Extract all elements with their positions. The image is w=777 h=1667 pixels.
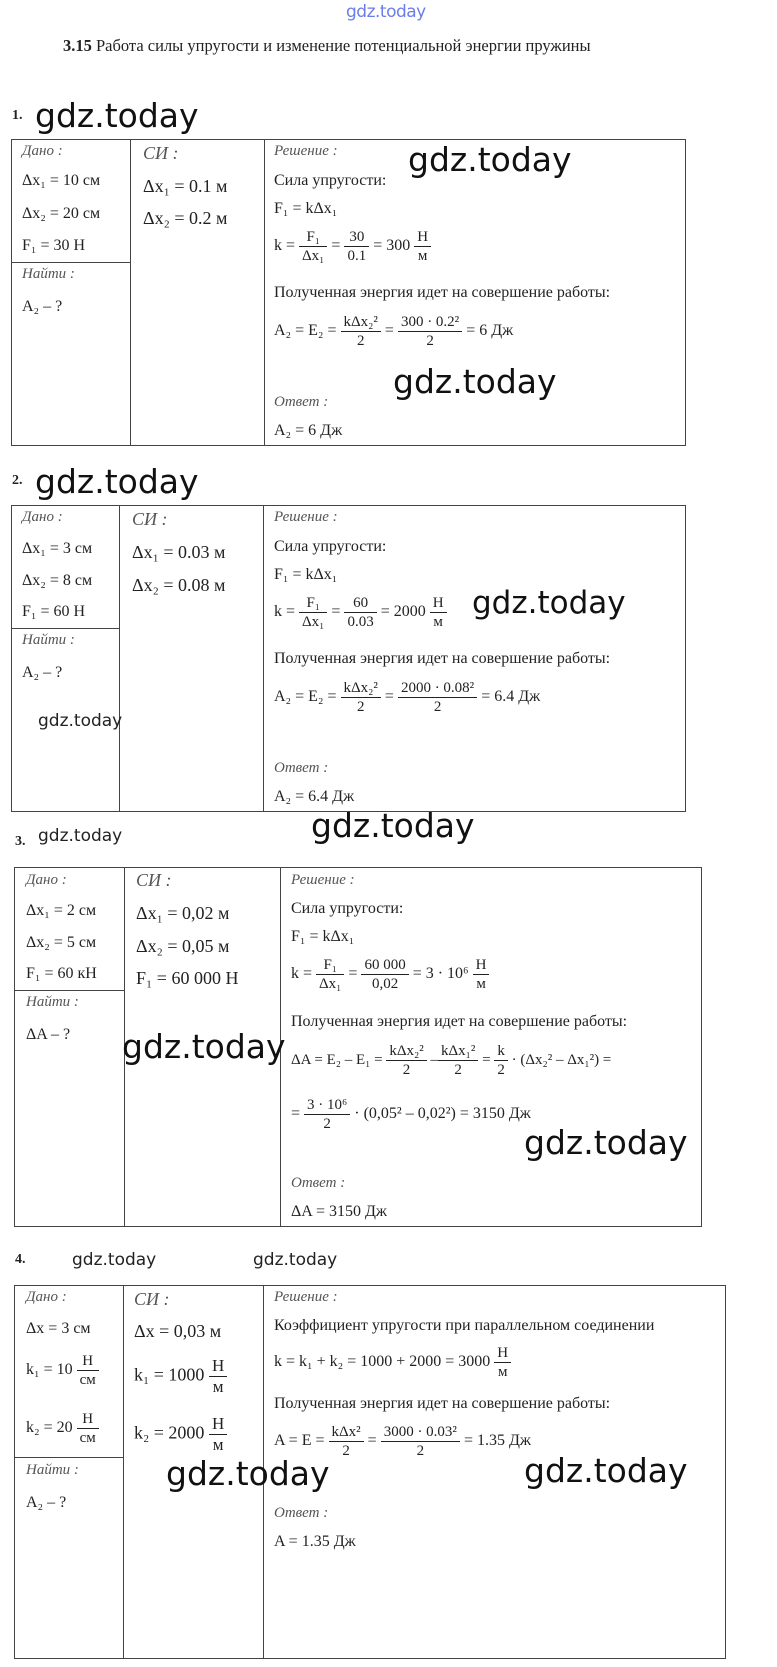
- solution-label: Решение :: [274, 1289, 338, 1305]
- si-label: СИ :: [132, 509, 168, 529]
- solution-label: Решение :: [291, 872, 355, 888]
- unit-num: Н: [77, 1410, 99, 1429]
- watermark: gdz.today: [408, 140, 572, 179]
- find-label: Найти :: [22, 632, 75, 648]
- given-item: F₁ = 60 Н: [22, 603, 86, 620]
- unit-num: Н: [473, 956, 490, 975]
- unit-den: м: [433, 614, 443, 630]
- divider: [130, 139, 131, 445]
- unit-num: Н: [414, 228, 431, 247]
- given-label: Дано :: [26, 872, 67, 888]
- unit-num: Н: [209, 1414, 227, 1435]
- watermark: gdz.today: [393, 362, 557, 401]
- given-item: F₁ = 30 Н: [22, 237, 86, 254]
- watermark: gdz.today: [35, 462, 199, 501]
- find-item: ΔA – ?: [26, 1026, 71, 1043]
- formula-value: k = k₁ + k₂ = 1000 + 2000 = 3000: [274, 1353, 491, 1371]
- formula: F₁ = kΔx₁: [274, 566, 338, 583]
- unit-den: см: [79, 1372, 96, 1388]
- frac-num: kΔx₂²: [341, 679, 381, 698]
- frac-den: 2: [356, 333, 365, 349]
- frac-den: 0,02: [371, 976, 399, 992]
- si-label: СИ :: [136, 870, 172, 890]
- formula: F₁ = kΔx₁: [274, 200, 338, 217]
- si-label: СИ :: [143, 143, 179, 163]
- find-label: Найти :: [26, 1462, 79, 1478]
- frac-den: 2: [454, 1062, 462, 1078]
- given-item: Δx₂ = 20 см: [22, 205, 101, 222]
- watermark: gdz.today: [472, 585, 626, 621]
- problem-number: 2.: [12, 473, 23, 488]
- lhs: A₂ = E₂ =: [274, 688, 337, 706]
- frac-den: 0.1: [347, 248, 367, 264]
- unit-num: Н: [494, 1344, 511, 1363]
- solution-label: Решение :: [274, 509, 338, 525]
- solution-label: Решение :: [274, 143, 338, 159]
- given-item: [26, 1410, 99, 1447]
- frac-num: F₁: [316, 956, 344, 975]
- problem-number: 4.: [15, 1252, 26, 1267]
- formula-a: A₂ = E₂ = $\frac{\text{kΔx₂²}}{2}$ = $\frac{\text{2000 · 0.08²}}{2}$ = 6.4 Дж: [274, 680, 541, 715]
- unit-den: м: [476, 976, 486, 992]
- si-item: F₁ = 60 000 Н: [136, 968, 239, 988]
- divider: [263, 505, 264, 811]
- watermark: gdz.today: [72, 1250, 157, 1270]
- frac-den: 2: [356, 699, 365, 715]
- frac-den: 2: [426, 333, 434, 349]
- page-title: [63, 36, 591, 56]
- result: = 3 · 10⁶: [412, 965, 469, 983]
- formula-a: A₂ = E₂ = $\frac{\text{kΔx₂²}}{2}$ = $\frac{\text{300 · 0.2²}}{2}$ = 6 Дж: [274, 314, 514, 349]
- lhs: A₂ = E₂ =: [274, 322, 337, 340]
- frac-num: F₁: [299, 228, 327, 247]
- unit-den: м: [497, 1364, 508, 1380]
- si-item: Δx₁ = 0.1 м: [143, 176, 228, 196]
- si-item: Δx = 0,03 м: [134, 1321, 222, 1341]
- frac-num: kΔx²: [329, 1423, 364, 1442]
- answer-label: Ответ :: [274, 760, 329, 776]
- frac-num: kΔx₂²: [386, 1042, 426, 1061]
- top-watermark: gdz.today: [346, 2, 426, 22]
- watermark: gdz.today: [524, 1451, 688, 1490]
- answer: A₂ = 6 Дж: [274, 422, 343, 439]
- solution-text: Полученная энергия идет на совершение работы:: [291, 1013, 628, 1030]
- formula-a: A = E = $\frac{\text{kΔx²}}{2}$ = $\frac{\text{3000 · 0.03²}}{2}$ = 1.35 Дж: [274, 1424, 531, 1459]
- given-value: k₁ = 10: [26, 1361, 73, 1379]
- si-item: Δx₁ = 0.03 м: [132, 542, 226, 562]
- find-item: A₂ – ?: [22, 664, 63, 681]
- given-label: Дано :: [22, 509, 63, 525]
- answer: A₂ = 6.4 Дж: [274, 788, 355, 805]
- result: = 6.4 Дж: [481, 688, 541, 706]
- section-title: Работа силы упругости и изменение потенциальной энергии пружины: [96, 36, 591, 55]
- formula: F₁ = kΔx₁: [291, 928, 355, 945]
- si-value: k₁ = 1000: [134, 1364, 205, 1385]
- answer: A = 1.35 Дж: [274, 1533, 356, 1550]
- watermark: gdz.today: [35, 96, 199, 135]
- answer-label: Ответ :: [274, 1505, 329, 1521]
- watermark: gdz.today: [122, 1027, 286, 1066]
- frac-den: Δx₁: [302, 248, 325, 264]
- solution-text: Полученная энергия идет на совершение работы:: [274, 284, 611, 301]
- find-label: Найти :: [22, 266, 75, 282]
- si-label: СИ :: [134, 1289, 170, 1309]
- unit-num: Н: [77, 1352, 99, 1371]
- given-label: Дано :: [22, 143, 63, 159]
- find-item: A₂ – ?: [26, 1494, 67, 1511]
- unit-den: м: [212, 1435, 224, 1454]
- si-item: [134, 1356, 227, 1397]
- given-item: Δx₁ = 2 см: [26, 902, 97, 919]
- problem-number: 3.: [15, 834, 26, 849]
- section-number: 3.15: [63, 36, 92, 55]
- watermark: gdz.today: [253, 1250, 338, 1270]
- divider: [11, 262, 130, 263]
- solution-text: Сила упругости:: [274, 172, 387, 189]
- unit-den: см: [79, 1430, 96, 1446]
- solution-text: Полученная энергия идет на совершение работы:: [274, 650, 611, 667]
- solution-text: Коэффициент упругости при параллельном соединении: [274, 1317, 655, 1334]
- si-item: [134, 1414, 227, 1455]
- given-item: F₁ = 60 кН: [26, 965, 97, 982]
- frac-num: kΔx₂²: [341, 313, 381, 332]
- find-label: Найти :: [26, 994, 79, 1010]
- frac-den: 2: [416, 1443, 425, 1459]
- divider: [119, 505, 120, 811]
- watermark: gdz.today: [38, 711, 123, 731]
- frac-num: 60: [344, 594, 376, 613]
- unit-num: Н: [209, 1356, 227, 1377]
- given-item: Δx₁ = 3 см: [22, 540, 93, 557]
- unit-num: Н: [430, 594, 447, 613]
- watermark: gdz.today: [166, 1454, 330, 1493]
- frac-den: 2: [433, 699, 442, 715]
- frac-num: 30: [344, 228, 369, 247]
- formula-k: k = $\frac{\text{F₁}}{\text{Δx₁}}$ = $\frac{30}{0.1}$ = 300 $\frac{Н}{м}$: [274, 228, 431, 265]
- frac-num: k: [494, 1042, 508, 1061]
- answer-label: Ответ :: [274, 394, 329, 410]
- frac-num: F₁: [299, 594, 327, 613]
- si-value: k₂ = 2000: [134, 1422, 205, 1443]
- frac-num: 3000 · 0.03²: [381, 1423, 460, 1442]
- tail: · (Δx₂² – Δx₁²) =: [511, 1051, 612, 1068]
- frac-num: 2000 · 0.08²: [398, 679, 477, 698]
- frac-den: 0.03: [347, 614, 374, 630]
- given-item: Δx₂ = 8 см: [22, 572, 93, 589]
- frac-den: 2: [323, 1116, 331, 1132]
- given-label: Дано :: [26, 1289, 67, 1305]
- given-item: Δx = 3 см: [26, 1320, 91, 1337]
- unit-den: м: [212, 1377, 224, 1396]
- si-item: Δx₂ = 0.2 м: [143, 208, 228, 228]
- divider: [123, 1285, 124, 1658]
- answer: ΔA = 3150 Дж: [291, 1203, 387, 1220]
- solution-text: Сила упругости:: [274, 538, 387, 555]
- unit-den: м: [417, 248, 428, 264]
- formula-k: k = $\frac{\text{F₁}}{\text{Δx₁}}$ = $\frac{60}{0.03}$ = 2000 $\frac{Н}{м}$: [274, 594, 447, 631]
- problem-number: 1.: [12, 108, 23, 123]
- frac-num: 60 000: [361, 956, 408, 975]
- divider: [14, 1457, 123, 1458]
- find-item: A₂ – ?: [22, 298, 63, 315]
- frac-num: 300 · 0.2²: [398, 313, 462, 332]
- frac-den: 2: [497, 1062, 505, 1078]
- formula-k: [274, 1344, 511, 1381]
- formula-da: ΔA = E₂ – E₁ = $\frac{\text{kΔx₂²}}{2}$ – $\frac{\text{kΔx₁²}}{2}$ = $\frac{k}{2}$ · (Δx₂² – Δx₁²) =: [291, 1043, 612, 1078]
- solution-text: Полученная энергия идет на совершение работы:: [274, 1395, 611, 1412]
- lhs: A = E =: [274, 1432, 325, 1450]
- result: = 1.35 Дж: [463, 1432, 531, 1450]
- watermark: gdz.today: [311, 806, 475, 845]
- given-item: [26, 1352, 99, 1389]
- frac-den: Δx₁: [319, 976, 342, 992]
- si-item: Δx₁ = 0,02 м: [136, 903, 230, 923]
- si-item: Δx₂ = 0.08 м: [132, 575, 226, 595]
- watermark: gdz.today: [38, 826, 123, 846]
- divider: [14, 990, 124, 991]
- result: = 6 Дж: [466, 322, 514, 340]
- lhs: ΔA = E₂ – E₁ =: [291, 1051, 383, 1068]
- lhs: =: [291, 1105, 301, 1123]
- given-item: Δx₂ = 5 см: [26, 934, 97, 951]
- frac-den: 2: [402, 1062, 411, 1078]
- answer-label: Ответ :: [291, 1175, 346, 1191]
- si-item: Δx₂ = 0,05 м: [136, 936, 230, 956]
- divider: [11, 628, 119, 629]
- watermark: gdz.today: [524, 1123, 688, 1162]
- given-item: Δx₁ = 10 см: [22, 172, 101, 189]
- frac-num: kΔx₁²: [438, 1042, 478, 1061]
- solution-text: Сила упругости:: [291, 900, 404, 917]
- frac-den: 2: [342, 1443, 350, 1459]
- frac-den: Δx₁: [302, 614, 325, 630]
- formula-k: k = $\frac{\text{F₁}}{\text{Δx₁}}$ = $\frac{60 000}{0,02}$ = 3 · 10⁶ $\frac{Н}{м}$: [291, 956, 489, 993]
- result: = 300: [373, 237, 411, 255]
- result: = 2000: [380, 603, 426, 621]
- formula-da-2: [291, 1096, 531, 1133]
- given-value: k₂ = 20: [26, 1419, 73, 1437]
- divider: [264, 139, 265, 445]
- frac-num: 3 · 10⁶: [304, 1096, 350, 1115]
- tail: · (0,05² – 0,02²) = 3150 Дж: [354, 1105, 531, 1123]
